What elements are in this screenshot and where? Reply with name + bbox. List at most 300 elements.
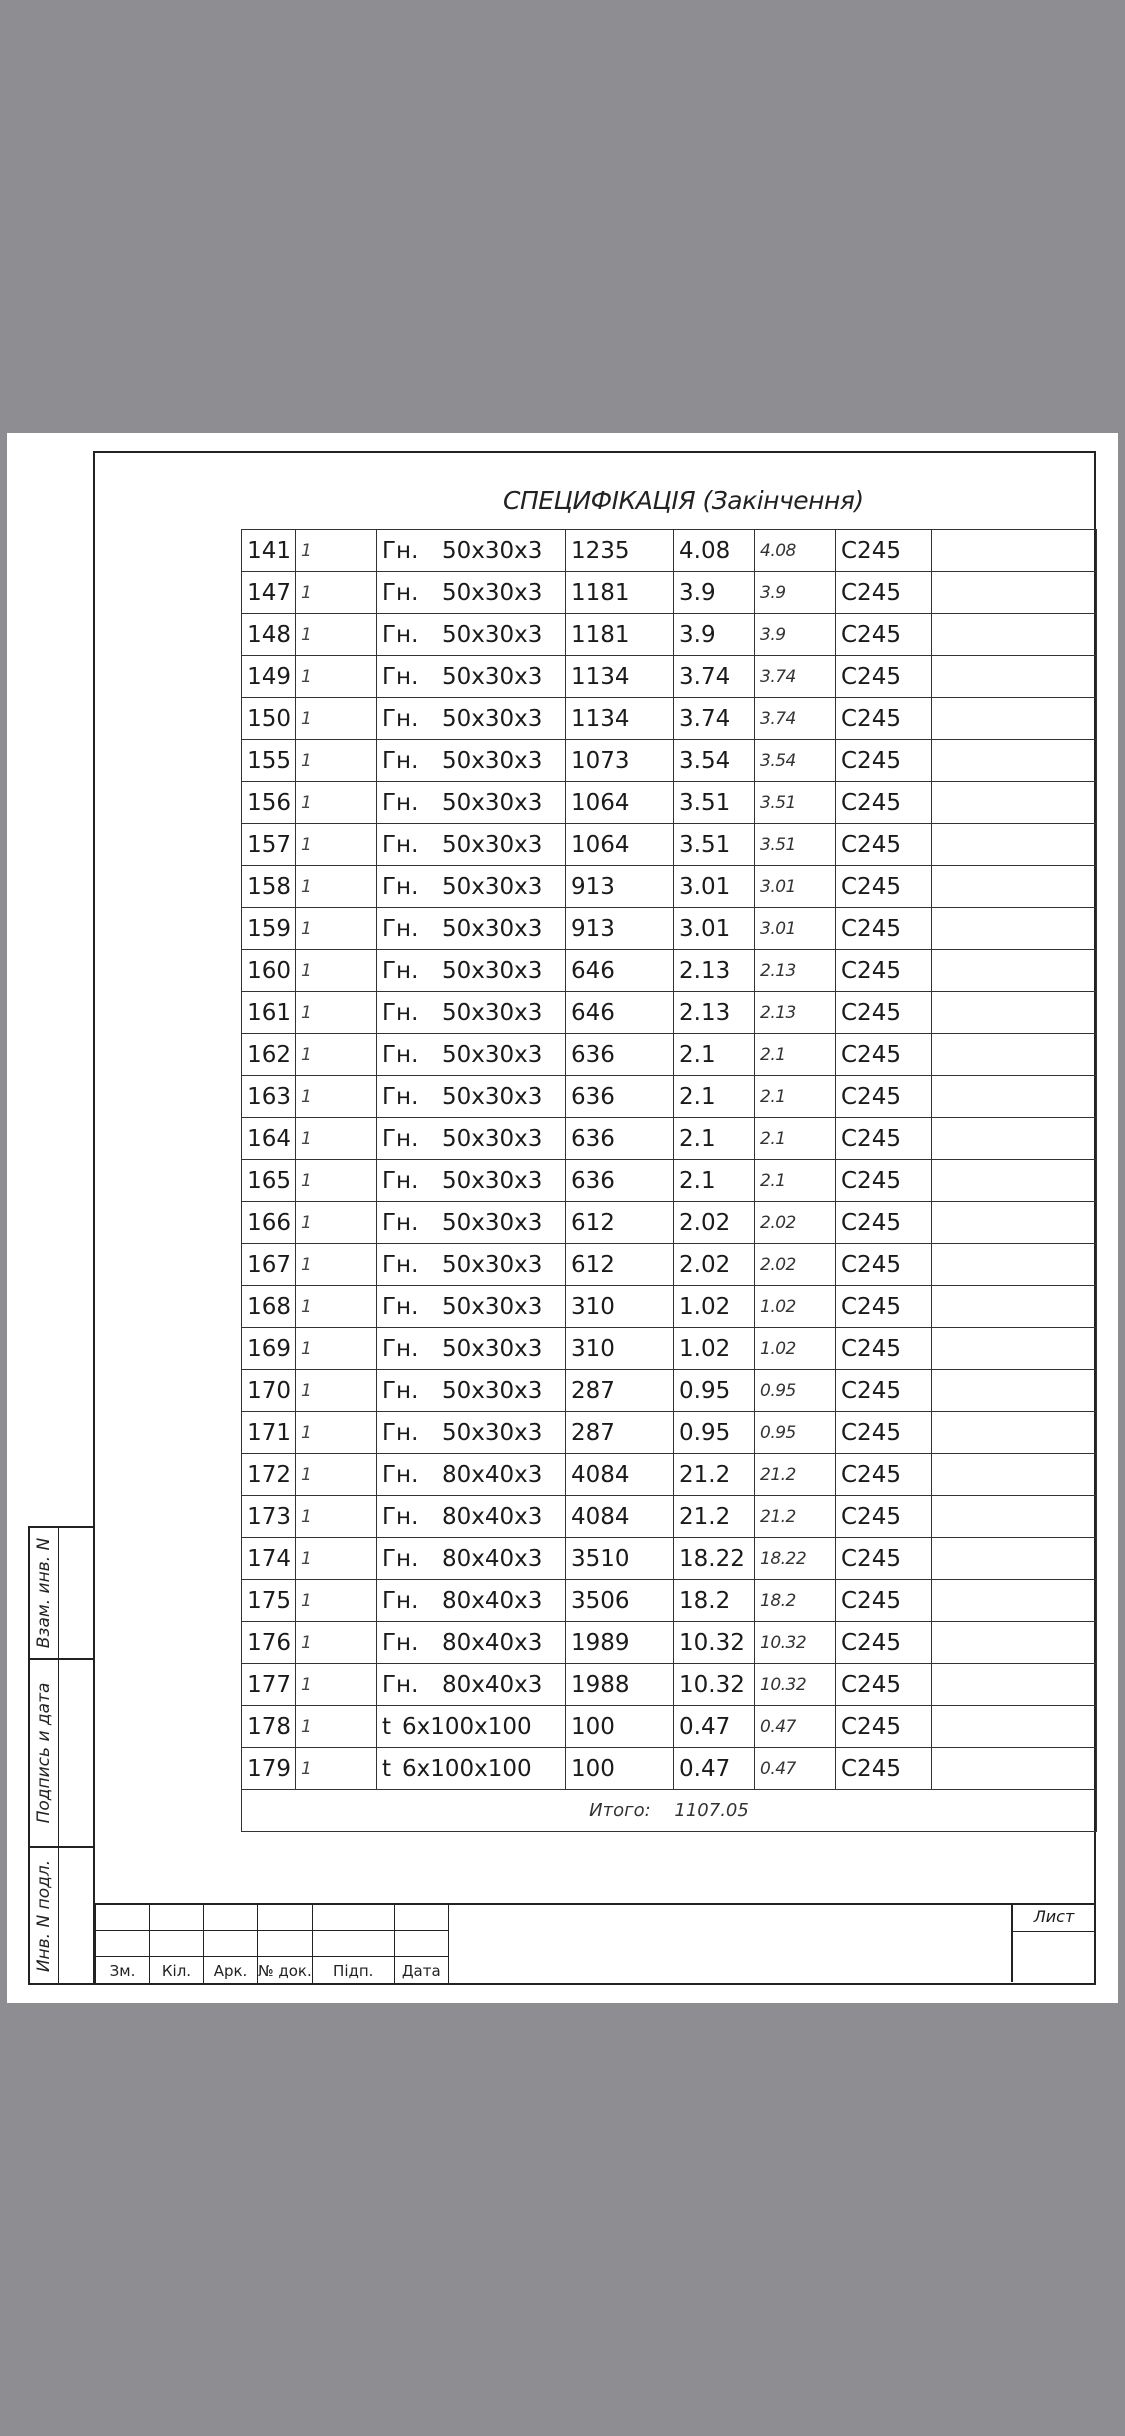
length-cell: 310: [566, 1286, 674, 1328]
profile-prefix: Гн.: [382, 789, 419, 816]
length-cell: 1989: [566, 1622, 674, 1664]
profile-size: 80x40x3: [442, 1587, 543, 1614]
total-mass-cell: 0.47: [755, 1748, 836, 1790]
length-cell: 100: [566, 1748, 674, 1790]
quantity-cell: 1: [296, 1328, 377, 1370]
profile-size: 50x30x3: [442, 1125, 543, 1152]
profile-prefix: Гн.: [382, 1629, 419, 1656]
profile-prefix: Гн.: [382, 705, 419, 732]
profile-cell: [377, 1076, 566, 1118]
table-row: [242, 908, 1097, 950]
profile-size: 50x30x3: [442, 1335, 543, 1362]
length-cell: 1134: [566, 656, 674, 698]
note-cell: [932, 572, 1097, 614]
steel-grade-cell: С245: [836, 1454, 932, 1496]
total-mass-cell: 1.02: [755, 1286, 836, 1328]
steel-grade-cell: С245: [836, 1412, 932, 1454]
profile-size: 50x30x3: [442, 1041, 543, 1068]
unit-mass-cell: 21.2: [674, 1454, 755, 1496]
profile-size: 50x30x3: [442, 579, 543, 606]
profile-prefix: Гн.: [382, 1125, 419, 1152]
unit-mass-cell: 10.32: [674, 1622, 755, 1664]
profile-size: 50x30x3: [442, 705, 543, 732]
profile-size: 80x40x3: [442, 1503, 543, 1530]
note-cell: [932, 1034, 1097, 1076]
profile-size: 6x100x100: [402, 1713, 532, 1740]
table-row: [242, 1454, 1097, 1496]
unit-mass-cell: 3.01: [674, 908, 755, 950]
revision-col-label: Кіл.: [150, 1957, 204, 1985]
position-cell: 168: [242, 1286, 296, 1328]
table-row: [242, 1034, 1097, 1076]
profile-prefix: Гн.: [382, 1251, 419, 1278]
length-cell: 646: [566, 950, 674, 992]
profile-size: 50x30x3: [442, 537, 543, 564]
steel-grade-cell: С245: [836, 1118, 932, 1160]
unit-mass-cell: 3.51: [674, 824, 755, 866]
unit-mass-cell: 3.9: [674, 572, 755, 614]
steel-grade-cell: С245: [836, 824, 932, 866]
length-cell: 646: [566, 992, 674, 1034]
unit-mass-cell: 3.54: [674, 740, 755, 782]
profile-prefix: Гн.: [382, 1083, 419, 1110]
profile-size: 50x30x3: [442, 1251, 543, 1278]
unit-mass-cell: 21.2: [674, 1496, 755, 1538]
quantity-cell: 1: [296, 1538, 377, 1580]
unit-mass-cell: 4.08: [674, 530, 755, 572]
quantity-cell: 1: [296, 1202, 377, 1244]
profile-prefix: Гн.: [382, 1335, 419, 1362]
profile-cell: [377, 1202, 566, 1244]
position-cell: 149: [242, 656, 296, 698]
specification-title: СПЕЦИФІКАЦІЯ (Закінчення): [503, 486, 864, 515]
total-mass-cell: 0.47: [755, 1706, 836, 1748]
length-cell: 913: [566, 866, 674, 908]
total-mass-cell: 0.95: [755, 1412, 836, 1454]
position-cell: 172: [242, 1454, 296, 1496]
revision-col-label: Арк.: [204, 1957, 258, 1985]
profile-cell: [377, 1412, 566, 1454]
profile-prefix: Гн.: [382, 831, 419, 858]
quantity-cell: 1: [296, 866, 377, 908]
note-cell: [932, 530, 1097, 572]
profile-prefix: Гн.: [382, 999, 419, 1026]
profile-size: 50x30x3: [442, 915, 543, 942]
profile-size: 50x30x3: [442, 1293, 543, 1320]
profile-cell: [377, 740, 566, 782]
profile-cell: [377, 698, 566, 740]
table-row: [242, 698, 1097, 740]
quantity-cell: 1: [296, 1286, 377, 1328]
side-stamp-inv-original: [28, 1846, 93, 1985]
total-mass-cell: 21.2: [755, 1496, 836, 1538]
length-cell: 913: [566, 908, 674, 950]
profile-prefix: Гн.: [382, 579, 419, 606]
table-row: [242, 740, 1097, 782]
profile-prefix: t: [382, 1713, 392, 1740]
position-cell: 175: [242, 1580, 296, 1622]
position-cell: 159: [242, 908, 296, 950]
position-cell: 170: [242, 1370, 296, 1412]
profile-prefix: Гн.: [382, 621, 419, 648]
note-cell: [932, 1496, 1097, 1538]
steel-grade-cell: С245: [836, 866, 932, 908]
profile-prefix: Гн.: [382, 873, 419, 900]
position-cell: 161: [242, 992, 296, 1034]
profile-cell: [377, 950, 566, 992]
quantity-cell: 1: [296, 1748, 377, 1790]
total-mass-cell: 2.13: [755, 950, 836, 992]
note-cell: [932, 824, 1097, 866]
note-cell: [932, 1622, 1097, 1664]
unit-mass-cell: 2.1: [674, 1160, 755, 1202]
note-cell: [932, 1664, 1097, 1706]
length-cell: 636: [566, 1118, 674, 1160]
steel-grade-cell: С245: [836, 1202, 932, 1244]
revision-col-label: № док.: [258, 1957, 313, 1985]
quantity-cell: 1: [296, 1706, 377, 1748]
table-row: [242, 1118, 1097, 1160]
profile-cell: [377, 1538, 566, 1580]
total-mass-cell: 2.1: [755, 1034, 836, 1076]
position-cell: 147: [242, 572, 296, 614]
table-row: [242, 1538, 1097, 1580]
unit-mass-cell: 2.1: [674, 1076, 755, 1118]
revision-col-label: Зм.: [96, 1957, 150, 1985]
profile-prefix: Гн.: [382, 1419, 419, 1446]
length-cell: 100: [566, 1706, 674, 1748]
unit-mass-cell: 0.47: [674, 1706, 755, 1748]
table-row: [242, 1370, 1097, 1412]
profile-prefix: Гн.: [382, 1041, 419, 1068]
length-cell: 4084: [566, 1496, 674, 1538]
note-cell: [932, 1118, 1097, 1160]
table-row: [242, 530, 1097, 572]
summary-value: 1107.05: [674, 1800, 749, 1821]
position-cell: 148: [242, 614, 296, 656]
quantity-cell: 1: [296, 908, 377, 950]
quantity-cell: 1: [296, 782, 377, 824]
profile-cell: [377, 656, 566, 698]
quantity-cell: 1: [296, 824, 377, 866]
profile-cell: [377, 782, 566, 824]
position-cell: 158: [242, 866, 296, 908]
total-mass-cell: 3.54: [755, 740, 836, 782]
profile-prefix: Гн.: [382, 1209, 419, 1236]
sheet-number-cell: [1011, 1903, 1095, 1982]
steel-grade-cell: С245: [836, 740, 932, 782]
profile-size: 80x40x3: [442, 1461, 543, 1488]
profile-cell: [377, 1580, 566, 1622]
profile-prefix: Гн.: [382, 1377, 419, 1404]
steel-grade-cell: С245: [836, 1748, 932, 1790]
note-cell: [932, 908, 1097, 950]
table-row: [242, 1580, 1097, 1622]
profile-prefix: Гн.: [382, 1545, 419, 1572]
note-cell: [932, 782, 1097, 824]
quantity-cell: 1: [296, 1118, 377, 1160]
profile-cell: [377, 1328, 566, 1370]
profile-prefix: Гн.: [382, 663, 419, 690]
note-cell: [932, 1706, 1097, 1748]
unit-mass-cell: 18.22: [674, 1538, 755, 1580]
note-cell: [932, 992, 1097, 1034]
quantity-cell: 1: [296, 1034, 377, 1076]
quantity-cell: 1: [296, 740, 377, 782]
unit-mass-cell: 3.01: [674, 866, 755, 908]
profile-prefix: Гн.: [382, 915, 419, 942]
steel-grade-cell: С245: [836, 1664, 932, 1706]
unit-mass-cell: 1.02: [674, 1328, 755, 1370]
position-cell: 178: [242, 1706, 296, 1748]
length-cell: 612: [566, 1244, 674, 1286]
length-cell: 636: [566, 1076, 674, 1118]
note-cell: [932, 656, 1097, 698]
note-cell: [932, 1244, 1097, 1286]
position-cell: 171: [242, 1412, 296, 1454]
profile-size: 50x30x3: [442, 1377, 543, 1404]
steel-grade-cell: С245: [836, 1580, 932, 1622]
drawing-sheet: [7, 433, 1118, 2003]
profile-prefix: Гн.: [382, 1671, 419, 1698]
steel-grade-cell: С245: [836, 1496, 932, 1538]
total-mass-cell: 18.2: [755, 1580, 836, 1622]
total-mass-cell: 3.51: [755, 782, 836, 824]
total-mass-cell: 2.1: [755, 1160, 836, 1202]
profile-size: 50x30x3: [442, 663, 543, 690]
table-row: [242, 1244, 1097, 1286]
unit-mass-cell: 2.02: [674, 1202, 755, 1244]
length-cell: 1988: [566, 1664, 674, 1706]
profile-size: 50x30x3: [442, 999, 543, 1026]
quantity-cell: 1: [296, 530, 377, 572]
revision-col-label: Підп.: [312, 1957, 394, 1985]
table-row: [242, 572, 1097, 614]
position-cell: 167: [242, 1244, 296, 1286]
total-mass-cell: 10.32: [755, 1622, 836, 1664]
unit-mass-cell: 0.47: [674, 1748, 755, 1790]
total-mass-cell: 4.08: [755, 530, 836, 572]
profile-cell: [377, 572, 566, 614]
profile-size: 50x30x3: [442, 957, 543, 984]
position-cell: 179: [242, 1748, 296, 1790]
unit-mass-cell: 2.13: [674, 950, 755, 992]
unit-mass-cell: 18.2: [674, 1580, 755, 1622]
table-row: [242, 1160, 1097, 1202]
steel-grade-cell: С245: [836, 1622, 932, 1664]
unit-mass-cell: 0.95: [674, 1412, 755, 1454]
total-mass-cell: 21.2: [755, 1454, 836, 1496]
steel-grade-cell: С245: [836, 1328, 932, 1370]
steel-grade-cell: С245: [836, 1076, 932, 1118]
profile-cell: [377, 1454, 566, 1496]
unit-mass-cell: 10.32: [674, 1664, 755, 1706]
side-stamp-signature-date-label: Подпись и дата: [34, 1682, 54, 1824]
note-cell: [932, 1202, 1097, 1244]
profile-size: 80x40x3: [442, 1671, 543, 1698]
profile-size: 50x30x3: [442, 1209, 543, 1236]
length-cell: 1064: [566, 824, 674, 866]
quantity-cell: 1: [296, 656, 377, 698]
table-row: [242, 782, 1097, 824]
profile-cell: [377, 992, 566, 1034]
table-row: [242, 1076, 1097, 1118]
profile-cell: [377, 1160, 566, 1202]
profile-cell: [377, 1664, 566, 1706]
profile-size: 80x40x3: [442, 1545, 543, 1572]
note-cell: [932, 1748, 1097, 1790]
total-mass-cell: 3.9: [755, 614, 836, 656]
table-row: [242, 992, 1097, 1034]
table-row: [242, 1286, 1097, 1328]
profile-prefix: Гн.: [382, 1587, 419, 1614]
profile-size: 80x40x3: [442, 1629, 543, 1656]
steel-grade-cell: С245: [836, 1370, 932, 1412]
note-cell: [932, 1076, 1097, 1118]
length-cell: 1181: [566, 572, 674, 614]
total-mass-cell: 18.22: [755, 1538, 836, 1580]
side-stamp-inv-original-label: Инв. N подл.: [34, 1859, 54, 1972]
profile-prefix: Гн.: [382, 1503, 419, 1530]
steel-grade-cell: С245: [836, 614, 932, 656]
length-cell: 3506: [566, 1580, 674, 1622]
length-cell: 1235: [566, 530, 674, 572]
table-row: [242, 614, 1097, 656]
table-row: [242, 866, 1097, 908]
side-stamp-signature-date: [28, 1658, 93, 1848]
total-mass-cell: 3.01: [755, 908, 836, 950]
steel-grade-cell: С245: [836, 950, 932, 992]
total-mass-cell: 2.02: [755, 1244, 836, 1286]
total-mass-cell: 3.74: [755, 698, 836, 740]
unit-mass-cell: 2.13: [674, 992, 755, 1034]
steel-grade-cell: С245: [836, 1286, 932, 1328]
steel-grade-cell: С245: [836, 1160, 932, 1202]
quantity-cell: 1: [296, 1622, 377, 1664]
profile-cell: [377, 1244, 566, 1286]
length-cell: 636: [566, 1034, 674, 1076]
profile-size: 50x30x3: [442, 873, 543, 900]
length-cell: 1064: [566, 782, 674, 824]
table-row: [242, 1664, 1097, 1706]
note-cell: [932, 866, 1097, 908]
unit-mass-cell: 2.1: [674, 1034, 755, 1076]
total-mass-cell: 3.01: [755, 866, 836, 908]
profile-cell: [377, 1118, 566, 1160]
table-row: [242, 1496, 1097, 1538]
quantity-cell: 1: [296, 1244, 377, 1286]
quantity-cell: 1: [296, 1454, 377, 1496]
profile-prefix: Гн.: [382, 1293, 419, 1320]
quantity-cell: 1: [296, 1412, 377, 1454]
profile-size: 50x30x3: [442, 1419, 543, 1446]
table-row: [242, 1622, 1097, 1664]
total-mass-cell: 2.1: [755, 1076, 836, 1118]
quantity-cell: 1: [296, 992, 377, 1034]
table-row: [242, 824, 1097, 866]
profile-prefix: t: [382, 1755, 392, 1782]
total-mass-cell: 2.1: [755, 1118, 836, 1160]
position-cell: 162: [242, 1034, 296, 1076]
quantity-cell: 1: [296, 572, 377, 614]
note-cell: [932, 740, 1097, 782]
title-block: [95, 1903, 1095, 1984]
note-cell: [932, 1412, 1097, 1454]
total-mass-cell: 2.13: [755, 992, 836, 1034]
profile-prefix: Гн.: [382, 537, 419, 564]
length-cell: 310: [566, 1328, 674, 1370]
total-mass-cell: 2.02: [755, 1202, 836, 1244]
profile-size: 50x30x3: [442, 621, 543, 648]
profile-cell: [377, 1034, 566, 1076]
profile-cell: [377, 1496, 566, 1538]
profile-cell: [377, 1748, 566, 1790]
note-cell: [932, 1538, 1097, 1580]
profile-cell: [377, 824, 566, 866]
position-cell: 173: [242, 1496, 296, 1538]
total-mass-cell: 0.95: [755, 1370, 836, 1412]
quantity-cell: 1: [296, 614, 377, 656]
profile-size: 50x30x3: [442, 747, 543, 774]
specification-table: [241, 529, 1097, 1832]
position-cell: 177: [242, 1664, 296, 1706]
total-mass-cell: 10.32: [755, 1664, 836, 1706]
quantity-cell: 1: [296, 1370, 377, 1412]
note-cell: [932, 1328, 1097, 1370]
length-cell: 1073: [566, 740, 674, 782]
length-cell: 1134: [566, 698, 674, 740]
side-stamp-inv-replace: [28, 1526, 93, 1660]
steel-grade-cell: С245: [836, 992, 932, 1034]
table-row: [242, 1202, 1097, 1244]
note-cell: [932, 614, 1097, 656]
position-cell: 141: [242, 530, 296, 572]
profile-prefix: Гн.: [382, 1167, 419, 1194]
quantity-cell: 1: [296, 1580, 377, 1622]
note-cell: [932, 1580, 1097, 1622]
quantity-cell: 1: [296, 698, 377, 740]
quantity-cell: 1: [296, 1664, 377, 1706]
note-cell: [932, 1286, 1097, 1328]
table-row: [242, 1328, 1097, 1370]
table-row: [242, 1748, 1097, 1790]
total-mass-cell: 1.02: [755, 1328, 836, 1370]
quantity-cell: 1: [296, 1076, 377, 1118]
position-cell: 174: [242, 1538, 296, 1580]
steel-grade-cell: С245: [836, 1034, 932, 1076]
profile-prefix: Гн.: [382, 957, 419, 984]
position-cell: 150: [242, 698, 296, 740]
unit-mass-cell: 2.1: [674, 1118, 755, 1160]
length-cell: 287: [566, 1412, 674, 1454]
table-row: [242, 950, 1097, 992]
note-cell: [932, 1160, 1097, 1202]
quantity-cell: 1: [296, 950, 377, 992]
steel-grade-cell: С245: [836, 782, 932, 824]
position-cell: 166: [242, 1202, 296, 1244]
position-cell: 156: [242, 782, 296, 824]
profile-prefix: Гн.: [382, 747, 419, 774]
steel-grade-cell: С245: [836, 656, 932, 698]
profile-cell: [377, 1286, 566, 1328]
note-cell: [932, 950, 1097, 992]
position-cell: 160: [242, 950, 296, 992]
unit-mass-cell: 3.74: [674, 656, 755, 698]
table-row: [242, 656, 1097, 698]
profile-prefix: Гн.: [382, 1461, 419, 1488]
position-cell: 176: [242, 1622, 296, 1664]
position-cell: 169: [242, 1328, 296, 1370]
